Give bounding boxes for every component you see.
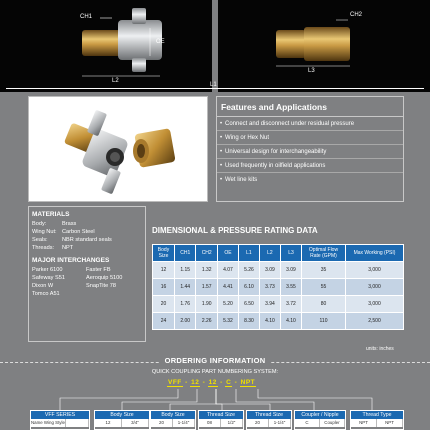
table-cell: 5.26 [238,262,259,279]
table-cell: 5.20 [217,296,238,313]
col-header: OE [217,245,238,262]
table-cell: 2.00 [175,313,196,330]
materials-panel [28,206,146,342]
table-cell: 1.76 [175,296,196,313]
table-cell: 16 [153,279,175,296]
material-row: Body: Brass [32,221,77,227]
table-cell: 4.10 [259,313,280,330]
col-header: CH2 [196,245,217,262]
interchange-item: Aeroquip 5100 [86,275,123,281]
ordering-box [94,410,150,430]
table-row [153,296,404,313]
table-cell: 55 [302,279,346,296]
table-cell: 110 [302,313,346,330]
ordering-box [246,410,292,430]
ordering-box-cell: 1-1/4" [173,419,195,427]
ordering-box [294,410,346,430]
table-cell: 4.07 [217,262,238,279]
ordering-box-cell: 20 [151,419,173,427]
label-oe: OE [156,39,165,45]
ordering-box-row [351,419,403,427]
nipple-hex [304,27,350,61]
label-ch2: CH2 [350,12,363,18]
part-coupler-nipple: C [226,379,232,386]
ordering-box-cell: 1-1/4" [269,419,291,427]
ordering-box-row [151,419,195,427]
label-l2: L2 [112,78,119,84]
dimension-table-title: DIMENSIONAL & PRESSURE RATING DATA [152,226,318,235]
table-cell: 6.50 [238,296,259,313]
interchange-item: Safeway S51 [32,275,65,281]
table-cell: 3,000 [346,296,404,313]
ordering-box-cell: Name Wing Style [31,420,65,425]
ordering-box-cell: Coupler [320,419,345,427]
ordering-box-cell: 08 [199,419,221,427]
table-cell: 3.72 [280,296,301,313]
materials-title: MATERIALS [32,211,70,218]
table-row [153,313,404,330]
part-body-size: 12 [191,379,200,386]
l1-dimension-line [6,88,424,89]
interchange-item: SnapTite 78 [86,283,116,289]
table-cell: 4.10 [280,313,301,330]
table-cell: 3.73 [259,279,280,296]
ordering-box [350,410,404,430]
col-header: Body Size [153,245,175,262]
ordering-box-header: Body Size [151,411,195,419]
feature-item: • Connect and disconnect under residual pressure [217,117,403,131]
table-cell: 5.32 [217,313,238,330]
ordering-title: ORDERING INFORMATION [0,356,430,365]
ordering-box-cell: 20 [247,419,269,427]
interchange-item: Tomco A51 [32,291,60,297]
table-cell: 1.90 [196,296,217,313]
label-l3: L3 [308,68,315,74]
table-cell: 3.94 [259,296,280,313]
interchanges-title: MAJOR INTERCHANGES [32,257,110,264]
features-title: Features and Applications [217,97,403,117]
col-header: CH1 [175,245,196,262]
interchange-item: Dixon W [32,283,54,289]
ordering-box-header: Thread Size [199,411,243,419]
ordering-box-header: Thread Type [351,411,403,419]
col-header: L3 [280,245,301,262]
ordering-subtitle: QUICK COUPLING PART NUMBERING SYSTEM: [151,369,279,375]
product-photo-panel [28,96,208,202]
ordering-box-row [199,419,243,427]
part-series: VFF [168,379,182,386]
interchanges-list [32,266,142,298]
col-header: L1 [238,245,259,262]
ordering-box [30,410,90,430]
table-cell: 3.09 [259,262,280,279]
table-cell: 80 [302,296,346,313]
ordering-box-header: VFF SERIES [31,411,89,419]
features-panel [216,96,404,202]
feature-item: • Used frequently in oilfield applications [217,159,403,173]
table-cell: 35 [302,262,346,279]
ordering-box-row [295,419,345,427]
table-cell: 2,500 [346,313,404,330]
ordering-box-row [31,419,89,427]
feature-item: • Wet line kits [217,173,403,186]
ordering-box-cell: C [295,419,320,427]
table-cell: 1.57 [196,279,217,296]
table-cell: 1.15 [175,262,196,279]
table-cell: 3,000 [346,279,404,296]
table-cell: 3.55 [280,279,301,296]
ordering-box-cell: 12 [95,419,122,427]
table-cell: 3.09 [280,262,301,279]
part-thread-type: NPT [240,379,256,386]
material-row: Seals: NBR standard seals [32,237,112,243]
table-cell: 24 [153,313,175,330]
ordering-box-header: Thread Size [247,411,291,419]
table-row [153,262,404,279]
ordering-box-row [247,419,291,427]
col-header: Optimal Flow Rate (GPM) [302,245,346,262]
label-l1: L1 [210,82,217,88]
coupler-nipple-photo [29,97,209,203]
units-note: units: inches [366,346,394,352]
table-cell: 1.44 [175,279,196,296]
table-row [153,279,404,296]
feature-item: • Wing or Hex Nut [217,131,403,145]
nipple-tip [276,30,306,58]
col-header: Max Working (PSI) [346,245,404,262]
material-row: Threads: NPT [32,245,74,251]
ordering-box [150,410,196,430]
coupler-wing-top [132,8,146,24]
table-header-row [153,245,404,262]
coupler-body-brass [82,30,122,56]
ordering-box-header: Body Size [95,411,149,419]
table-cell: 2.26 [196,313,217,330]
ordering-box-cell: 3/4" [122,419,149,427]
table-cell: 12 [153,262,175,279]
col-header: L2 [259,245,280,262]
ordering-box-cell: 1/2" [221,419,243,427]
ordering-box-cell: NPT [351,419,377,427]
ordering-box-cell [66,419,89,427]
material-row: Wing Nut: Carbon Steel [32,229,95,235]
part-thread-size: 12 [208,379,217,386]
ordering-box-row [95,419,149,427]
table-cell: 1.32 [196,262,217,279]
ordering-box [198,410,244,430]
dimension-table [152,244,404,330]
table-cell: 4.41 [217,279,238,296]
interchange-item: Faster FB [86,267,111,273]
table-cell: 6.10 [238,279,259,296]
table-cell: 8.30 [238,313,259,330]
table-cell: 3,000 [346,262,404,279]
table-cell: 20 [153,296,175,313]
label-ch1: CH1 [80,14,93,20]
part-number-example: VFF - 12 - 12 - C - NPT [168,379,256,386]
interchange-item: Parker 6100 [32,267,63,273]
ordering-box-header: Coupler / Nipple [295,411,345,419]
ordering-box-cell: NPT [377,419,403,427]
feature-item: • Universal design for interchangeability [217,145,403,159]
coupler-wing-bottom [132,58,146,72]
